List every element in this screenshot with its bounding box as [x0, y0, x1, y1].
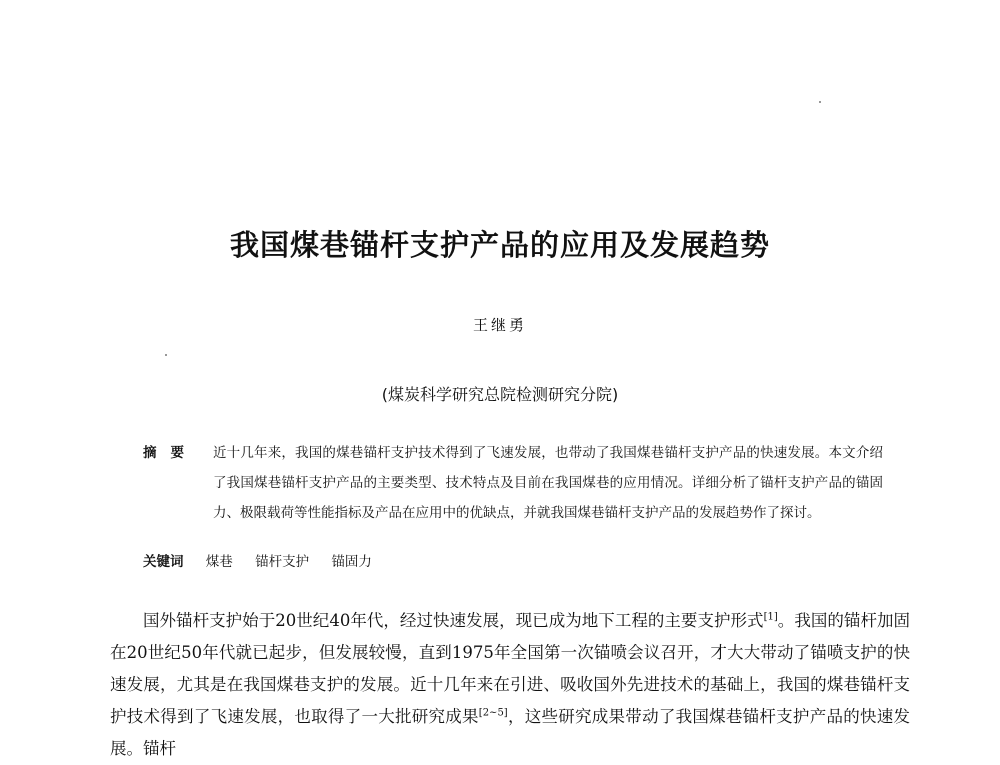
- keyword-item: 锚固力: [331, 554, 372, 570]
- paper-title: 我国煤巷锚杆支护产品的应用及发展趋势: [229, 228, 770, 262]
- keywords-section: [143, 548, 843, 576]
- body-text-part: 。我国的锚杆加固在20世纪50年代就已起步，但发展较慢，直到1975年全国第一次锚喷会议召开，才大大带动了锚喷支护的快速发展，尤其是在我国煤巷支护的发展。近十几年来在引进、吸收国外先进技术的基础上，我国的煤巷锚杆支护技术得到了飞速发展，也取得了一大批研究成果: [110, 611, 911, 726]
- body-text-part: 国外锚杆支护始于20世纪40年代，经过快速发展，现已成为地下工程的主要支护形式: [143, 611, 764, 630]
- citation-ref: [2~5]: [478, 707, 508, 719]
- scan-speck: [819, 101, 821, 103]
- body-paragraph: [110, 605, 910, 765]
- author-name: 王继勇: [472, 316, 527, 334]
- author-affiliation: (煤炭科学研究总院检测研究分院): [381, 385, 619, 404]
- body-text-part: ，这些研究成果带动了我国煤巷锚杆支护产品的快速发展。锚杆: [110, 707, 911, 758]
- scan-speck: [165, 354, 167, 356]
- abstract-section: [143, 438, 883, 528]
- abstract-label: 摘要: [143, 445, 198, 461]
- keywords-label: 关键词: [143, 554, 184, 570]
- citation-ref: [1]: [763, 611, 778, 623]
- keyword-item: 锚杆支护: [255, 554, 310, 570]
- abstract-text: 近十几年来，我国的煤巷锚杆支护技术得到了飞速发展，也带动了我国煤巷锚杆支护产品的快速发展。本文介绍了我国煤巷锚杆支护产品的主要类型、技术特点及目前在我国煤巷的应用情况。详细分析了锚杆支护产品的锚固力、极限载荷等性能指标及产品在应用中的优缺点，并就我国煤巷锚杆支护产品的发展趋势作了探讨。: [213, 445, 883, 521]
- keyword-item: 煤巷: [205, 554, 233, 570]
